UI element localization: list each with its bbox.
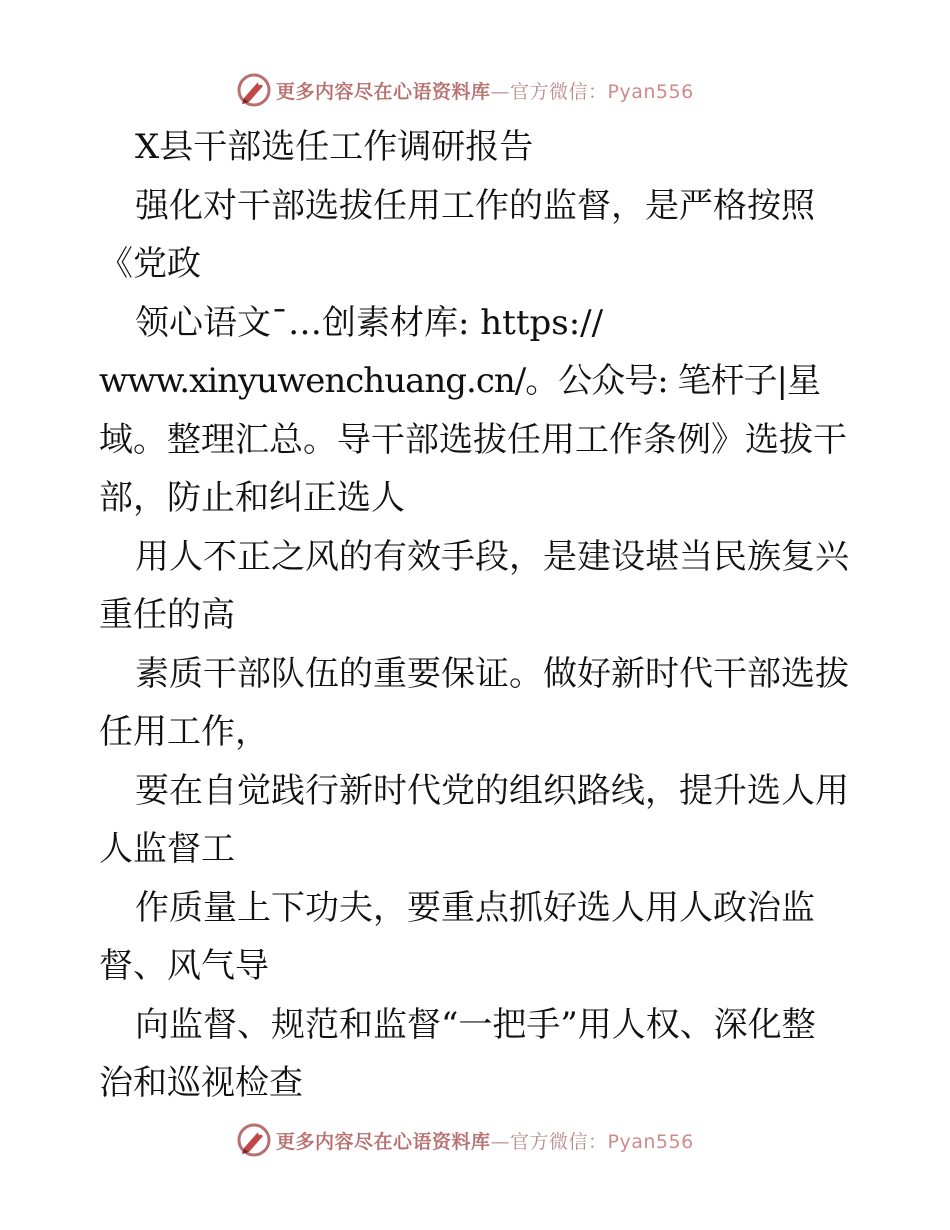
- wechat-label: 官方微信：: [510, 1130, 608, 1153]
- wechat-account: Pyan556: [607, 80, 694, 103]
- doc-title: X县干部选任工作调研报告: [135, 127, 534, 167]
- text-line: 向监督、规范和监督“一把手”用人权、深化整: [135, 1004, 816, 1045]
- text-line: 领心语文¯…创素材库: https://: [135, 302, 604, 343]
- text-line: www.xinyuwenchuang.cn/。公众号: 笔杆子|星: [99, 361, 820, 401]
- text-line: 人监督工: [99, 829, 235, 869]
- text-line: 部，防止和纠正选人: [99, 478, 405, 518]
- text-line: 强化对干部选拔任用工作的监督，是严格按照: [135, 185, 815, 226]
- footer-watermark-banner: [236, 1122, 694, 1158]
- text-line: 治和巡视检查: [99, 1063, 303, 1103]
- text-line: 要在自觉践行新时代党的组织路线，提升选人用: [135, 770, 849, 811]
- text-line: 督、风气导: [99, 946, 269, 986]
- text-line: 作质量上下功夫，要重点抓好选人用人政治监: [135, 887, 815, 928]
- pen-logo-icon: [236, 1122, 272, 1158]
- pen-logo-icon: [236, 72, 272, 108]
- text-line: 《党政: [99, 244, 201, 284]
- header-watermark-text: [276, 77, 694, 104]
- text-line: 任用工作，: [99, 712, 269, 752]
- footer-watermark-text: [276, 1127, 694, 1154]
- document-body: [99, 118, 859, 1113]
- header-watermark-banner: [236, 72, 694, 108]
- separator: —: [490, 80, 511, 103]
- text-line: 域。整理汇总。导干部选拔任用工作条例》选拔干: [99, 419, 847, 460]
- separator: —: [490, 1130, 511, 1153]
- site-name: 更多内容尽在心语资料库: [276, 80, 491, 103]
- site-name: 更多内容尽在心语资料库: [276, 1130, 491, 1153]
- wechat-label: 官方微信：: [510, 80, 608, 103]
- text-line: 用人不正之风的有效手段，是建设堪当民族复兴: [135, 536, 849, 577]
- wechat-account: Pyan556: [607, 1130, 694, 1153]
- text-line: 重任的高: [99, 595, 235, 635]
- text-line: 素质干部队伍的重要保证。做好新时代干部选拔: [135, 653, 849, 694]
